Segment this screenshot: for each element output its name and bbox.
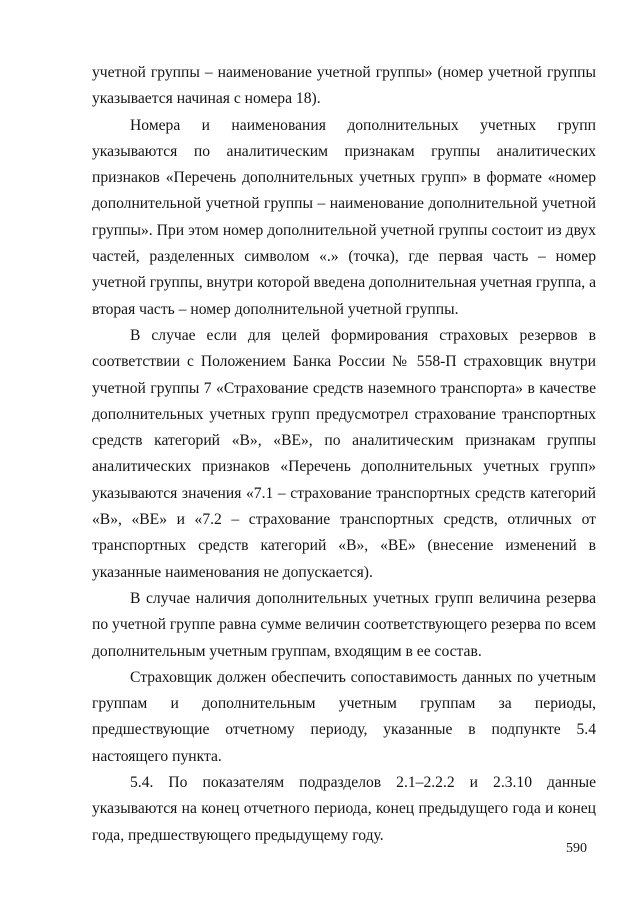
paragraph-comparability: Страховщик должен обеспечить сопоставимость данных по учетным группам и дополнительным учетным группам за периоды, предшествующие отчетному периоду, указанные в подпункте 5.4 настоящего пункта. [92, 668, 596, 765]
paragraph-reserve-sum: В случае наличия дополнительных учетных групп величина резерва по учетной группе равна сумме величин соответствующего резерва по всем дополнительным учетным группам, входящим в ее состав. [92, 589, 596, 660]
paragraph-reserves-example: В случае если для целей формирования страховых резервов в соответствии с Положением Банка России № 558-П страховщик внутри учетной группы 7 «Страхование средств наземного транспорта» в качестве дополнительных учетных групп предусмотрел страхование транспортных средств категорий «B», «BE», по аналитическим признакам группы аналитических признаков «Перечень дополнительных учетных групп» указываются значения «7.1 – страхование транспортных средств категорий «B», «BE» и «7.2 – страхование транспортных средств, отличных от транспортных средств категорий «B», «BE» (внесение изменений в указанные наименования не допускается). [92, 326, 596, 581]
page-number: 590 [566, 841, 587, 856]
paragraph-section-5-4: 5.4. По показателям подразделов 2.1–2.2.2 и 2.3.10 данные указываются на конец отчетного периода, конец предыдущего года и конец года, предшествующего предыдущему году. [92, 774, 596, 844]
paragraph-continuation: учетной группы – наименование учетной группы» (номер учетной группы указывается начиная с номера 18). [92, 64, 596, 108]
body-text [92, 60, 596, 849]
paragraph-additional-groups-numbering: Номера и наименования дополнительных учетных групп указываются по аналитическим признакам группы аналитических признаков «Перечень дополнительных учетных групп» в формате «номер дополнительной учетной группы – наименование дополнительной учетной группы». При этом номер дополнительной учетной группы состоит из двух частей, разделенных символом «.» (точка), где первая часть – номер учетной группы, внутри которой введена дополнительная учетная группа, а вторая часть – номер дополнительной учетной группы. [92, 116, 596, 318]
